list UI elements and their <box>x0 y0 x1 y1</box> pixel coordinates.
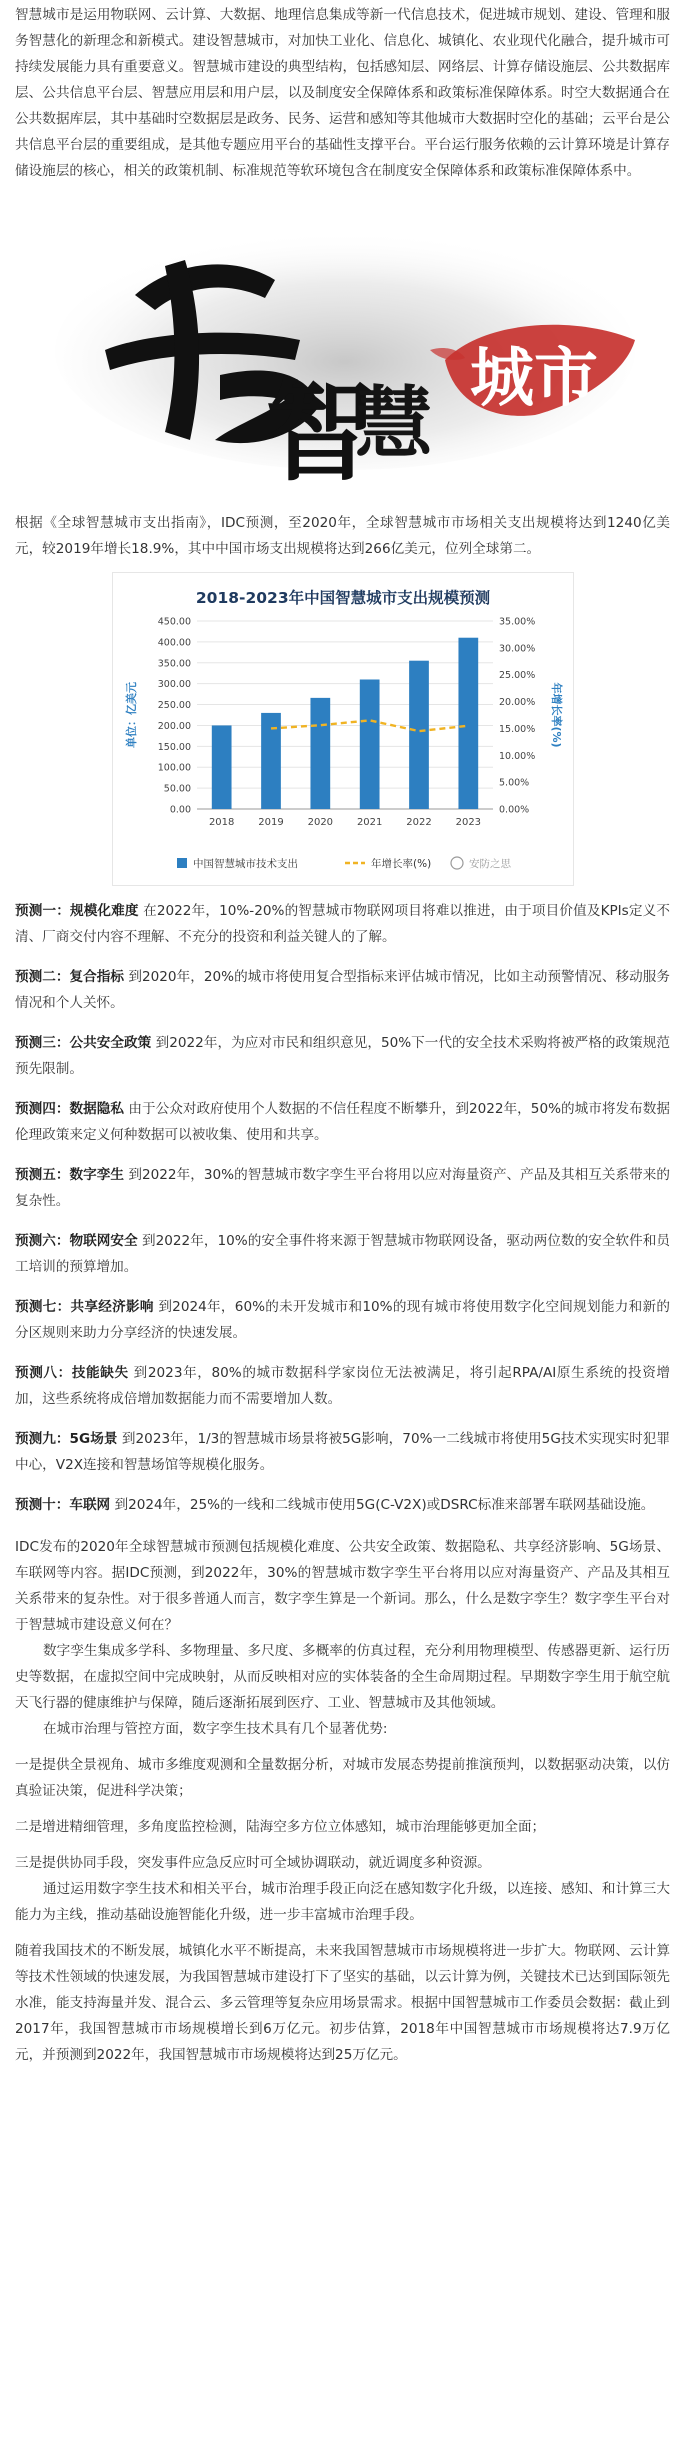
prediction-heading: 预测六：物联网安全 <box>15 1233 138 1249</box>
left-tick-label: 350.00 <box>157 658 191 670</box>
x-tick-label: 2018 <box>208 817 234 828</box>
prediction-item <box>15 898 670 950</box>
prediction-item <box>15 1228 670 1280</box>
legend-bar-label: 中国智慧城市技术支出 <box>192 858 298 870</box>
advantage-item: 三是提供协同手段，突发事件应急反应时可全域协调联动，就近调度多种资源。 <box>15 1855 491 1871</box>
chart-gridlines <box>197 621 493 809</box>
summary-paragraph: 在城市治理与管控方面，数字孪生技术具有几个显著优势: <box>43 1721 388 1737</box>
summary-paragraph: 随着我国技术的不断发展，城镇化水平不断提高，未来我国智慧城市市场规模将进一步扩大。物联网、云计算等技术性领域的快速发展，为我国智慧城市建设打下了坚实的基础，以云计算为例，关键技术已达到国际领先水准，能支持海量并发、混合云、多云管理等复杂应用场景需求。根据中国智慧城市工作委员会数据：截止到2017年，我国智慧城市市场规模增长到6万亿元。初步估算，2018年中国智慧城市市场规模将达7.9万亿元，并预测到2022年，我国智慧城市市场规模将达到25万亿元。 <box>15 1943 670 2063</box>
advantage-item: 二是增进精细管理，多角度监控检测，陆海空多方位立体感知，城市治理能够更加全面； <box>15 1819 546 1835</box>
spending-paragraph: 根据《全球智慧城市支出指南》，IDC预测，至2020年，全球智慧城市市场相关支出规模将达到1240亿美元，较2019年增长18.9%，其中中国市场支出规模将达到266亿美元，位列全球第二。 <box>15 515 670 557</box>
prediction-text: 在2022年，10%-20%的智慧城市物联网项目将难以推进，由于项目价值及KPIs定义不清、厂商交付内容不理解、不充分的投资和利益关键人的了解。 <box>15 903 670 945</box>
predictions-list <box>15 898 670 1518</box>
prediction-item <box>15 1426 670 1478</box>
x-tick-label: 2022 <box>405 817 432 828</box>
right-tick-label: 0.00% <box>498 804 529 816</box>
chart-legend <box>177 857 431 870</box>
advantage-item: 一是提供全景视角、城市多维度观测和全量数据分析，对城市发展态势提前推演预判，以数据驱动决策，以仿真验证决策，促进科学决策； <box>15 1757 670 1799</box>
prediction-text: 到2022年，30%的智慧城市数字孪生平台将用以应对海量资产、产品及其相互关系带来的复杂性。 <box>15 1167 671 1209</box>
prediction-text: 到2024年，60%的未开发城市和10%的现有城市将使用数字化空间规划能力和新的分区规则来助力分享经济的快速发展。 <box>15 1299 670 1341</box>
watermark-icon <box>451 857 463 869</box>
chart-canvas <box>113 573 573 885</box>
left-tick-label: 50.00 <box>163 783 191 795</box>
chart-right-axis-label: 年增长率(%) <box>549 682 563 748</box>
left-tick-label: 250.00 <box>157 700 191 712</box>
prediction-item <box>15 1162 670 1214</box>
x-tick-label: 2019 <box>257 817 284 828</box>
prediction-text: 到2020年，20%的城市将使用复合型指标来评估城市情况，比如主动预警情况、移动服务情况和个人关怀。 <box>15 969 671 1011</box>
summary-paragraph: IDC发布的2020年全球智慧城市预测包括规模化难度、公共安全政策、数据隐私、共享经济影响、5G场景、车联网等内容。据IDC预测，到2022年，30%的智慧城市数字孪生平台将用以应对海量资产、产品及其相互关系带来的复杂性。对于很多普通人而言，数字孪生算是一个新词。那么，什么是数字孪生？数字孪生平台对于智慧城市建设意义何在？ <box>15 1539 670 1633</box>
prediction-heading: 预测八：技能缺失 <box>15 1365 129 1381</box>
bar-2020 <box>310 698 330 809</box>
spending-chart <box>112 572 574 886</box>
prediction-text: 到2022年，10%的安全事件将来源于智慧城市物联网设备，驱动两位数的安全软件和员工培训的预算增加。 <box>15 1233 670 1275</box>
prediction-item <box>15 1030 670 1082</box>
chart-left-axis <box>157 617 190 816</box>
right-tick-label: 10.00% <box>498 750 535 762</box>
prediction-heading: 预测四：数据隐私 <box>15 1101 124 1117</box>
prediction-text: 到2024年，25%的一线和二线城市使用5G(C-V2X)或DSRC标准来部署车联网基础设施。 <box>114 1497 655 1513</box>
right-tick-label: 15.00% <box>498 723 535 735</box>
intro-paragraph: 智慧城市是运用物联网、云计算、大数据、地理信息集成等新一代信息技术，促进城市规划、建设、管理和服务智慧化的新理念和新模式。建设智慧城市，对加快工业化、信息化、城镇化、农业现代化融合，提升城市可持续发展能力具有重要意义。智慧城市建设的典型结构，包括感知层、网络层、计算存储设施层、公共数据库层、公共信息平台层、智慧应用层和用户层，以及制度安全保障体系和政策标准保障体系。时空大数据通合在公共数据库层，其中基础时空数据层是政务、民务、运营和感知等其他城市大数据时空化的基础；云平台是公共信息平台层的重要组成，是其他专题应用平台的基础性支撑平台。平台运行服务依赖的云计算环境是计算存储设施层的核心，相关的政策机制、标准规范等软环境包含在制度安全保障体系和政策标准保障体系中。 <box>15 7 670 179</box>
prediction-text: 到2022年，为应对市民和组织意见，50%下一代的安全技术采购将被严格的政策规范预先限制。 <box>15 1035 670 1077</box>
bar-2021 <box>359 679 379 809</box>
prediction-heading: 预测三：公共安全政策 <box>15 1035 152 1051</box>
banner-calligraphy-char: 慧 <box>355 378 434 469</box>
right-tick-label: 20.00% <box>498 697 535 709</box>
left-tick-label: 200.00 <box>157 720 191 732</box>
prediction-item <box>15 1294 670 1346</box>
bar-2022 <box>409 661 429 809</box>
prediction-item <box>15 964 670 1016</box>
x-tick-label: 2023 <box>455 817 481 828</box>
left-tick-label: 150.00 <box>157 741 191 753</box>
chart-x-axis <box>208 817 480 828</box>
chart-title: 2018-2023年中国智慧城市支出规模预测 <box>195 589 490 607</box>
banner-calligraphy-char: 智 <box>265 367 375 486</box>
prediction-heading: 预测十：车联网 <box>15 1497 111 1513</box>
prediction-item <box>15 1096 670 1148</box>
banner-artwork <box>15 200 670 486</box>
chart-left-axis-label: 单位：亿美元 <box>124 682 138 748</box>
summary-paragraph: 数字孪生集成多学科、多物理量、多尺度、多概率的仿真过程，充分利用物理模型、传感器更新、运行历史等数据，在虚拟空间中完成映射，从而反映相对应的实体装备的全生命周期过程。早期数字孪生用于航空航天飞行器的健康维护与保障，随后逐渐拓展到医疗、工业、智慧城市及其他领域。 <box>15 1643 670 1711</box>
left-tick-label: 400.00 <box>157 637 191 649</box>
prediction-item <box>15 1360 670 1412</box>
right-tick-label: 35.00% <box>498 616 535 628</box>
left-tick-label: 300.00 <box>157 679 191 691</box>
prediction-heading: 预测一：规模化难度 <box>15 903 139 919</box>
summary-section <box>15 1534 670 2068</box>
chart-right-axis <box>499 617 535 816</box>
prediction-heading: 预测五：数字孪生 <box>15 1167 124 1183</box>
prediction-heading: 预测二：复合指标 <box>15 969 124 985</box>
watermark-text: 安防之思 <box>468 858 511 870</box>
bar-2018 <box>211 725 231 809</box>
smart-city-banner <box>15 200 670 486</box>
chart-watermark <box>451 857 511 870</box>
right-tick-label: 25.00% <box>498 670 535 682</box>
left-tick-label: 450.00 <box>157 616 191 628</box>
prediction-text: 由于公众对政府使用个人数据的不信任程度不断攀升，到2022年，50%的城市将发布数据伦理政策来定义何种数据可以被收集、使用和共享。 <box>15 1101 671 1143</box>
banner-red-text: 城市 <box>470 341 598 416</box>
prediction-item <box>15 1492 670 1518</box>
prediction-text: 到2023年，80%的城市数据科学家岗位无法被满足，将引起RPA/AI原生系统的投资增加，这些系统将成倍增加数据能力而不需要增加人数。 <box>15 1365 671 1407</box>
bar-2023 <box>458 638 478 809</box>
legend-line-label: 年增长率(%) <box>370 858 431 870</box>
x-tick-label: 2020 <box>307 817 333 828</box>
right-tick-label: 30.00% <box>498 643 535 655</box>
prediction-heading: 预测九：5G场景 <box>15 1431 118 1447</box>
summary-paragraph: 通过运用数字孪生技术和相关平台，城市治理手段正向泛在感知数字化升级，以连接、感知、和计算三大能力为主线，推动基础设施智能化升级，进一步丰富城市治理手段。 <box>15 1881 670 1923</box>
left-tick-label: 100.00 <box>157 762 191 774</box>
left-tick-label: 0.00 <box>169 804 191 816</box>
prediction-text: 到2023年，1/3的智慧城市场景将被5G影响，70%一二线城市将使用5G技术实现实时犯罪中心，V2X连接和智慧场馆等规模化服务。 <box>15 1431 670 1473</box>
right-tick-label: 5.00% <box>498 777 529 789</box>
prediction-heading: 预测七：共享经济影响 <box>15 1299 154 1315</box>
legend-bar-swatch <box>177 858 187 868</box>
x-tick-label: 2021 <box>356 817 382 828</box>
